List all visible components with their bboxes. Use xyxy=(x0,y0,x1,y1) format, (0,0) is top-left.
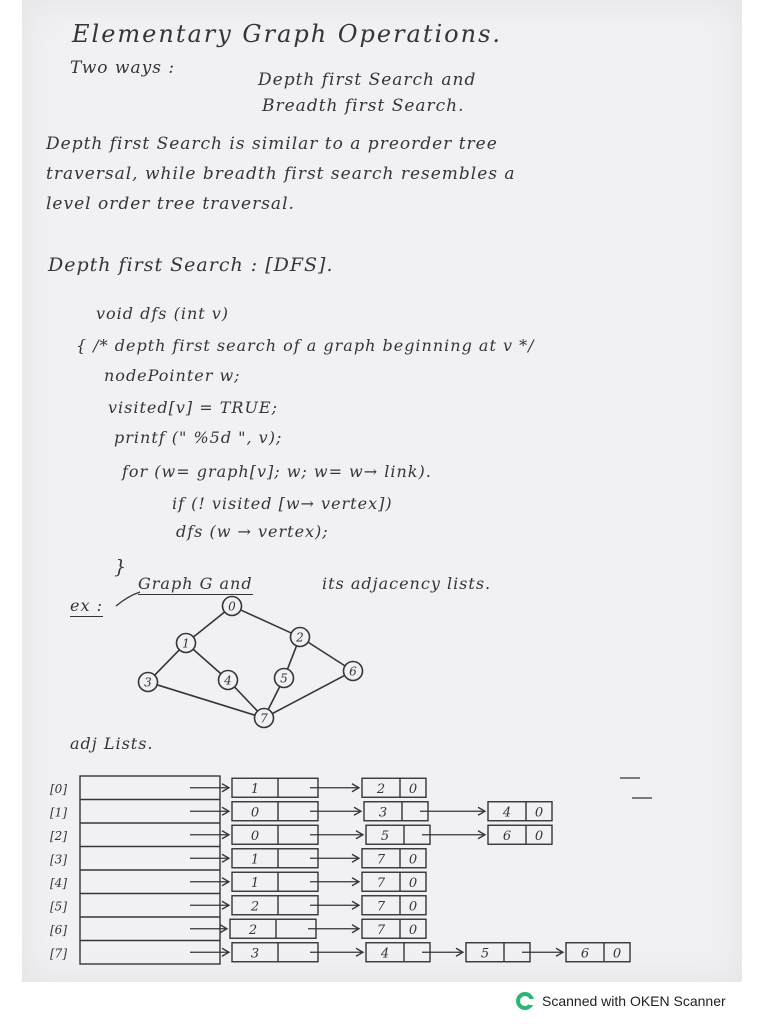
intro-line-3: level order tree traversal. xyxy=(46,194,295,214)
adj-node-value: 2 xyxy=(376,781,386,797)
adj-row-7 xyxy=(50,943,630,962)
adj-row-6 xyxy=(50,919,426,938)
adj-list-node xyxy=(232,943,318,962)
adj-node-value: 0 xyxy=(250,805,260,821)
adj-list-node xyxy=(488,802,552,821)
oken-scanner-logo-icon xyxy=(516,992,534,1010)
adj-node-value: 3 xyxy=(378,805,388,821)
code-line-8: dfs (w → vertex); xyxy=(176,522,329,541)
adj-row-1 xyxy=(50,802,552,821)
adj-list-node xyxy=(232,802,318,821)
adj-null-link: 0 xyxy=(534,828,544,844)
adj-node-value: 0 xyxy=(250,828,260,844)
adj-node-value: 5 xyxy=(480,946,490,962)
code-line-2: { /* depth first search of a graph beginning at v */ xyxy=(76,336,535,355)
adj-node-value: 7 xyxy=(376,922,386,938)
footer-text: Scanned with OKEN Scanner xyxy=(542,993,726,1009)
adj-null-link: 0 xyxy=(408,781,418,797)
adj-node-value: 1 xyxy=(250,852,260,868)
adj-list-node xyxy=(362,896,426,915)
adj-row-5 xyxy=(50,896,426,915)
adj-row-0 xyxy=(50,778,426,797)
adj-node-value: 6 xyxy=(580,946,590,962)
adj-row-index: [4] xyxy=(50,875,67,890)
adj-node-value: 5 xyxy=(380,828,390,844)
graph-node-label: 6 xyxy=(349,664,357,679)
adj-null-link: 0 xyxy=(534,805,544,821)
adj-list-node xyxy=(364,802,428,821)
adj-list-node xyxy=(232,896,318,915)
intro-line-1: Depth first Search is similar to a preorder tree xyxy=(46,134,498,154)
graph-node-label: 2 xyxy=(296,630,304,645)
adj-null-link: 0 xyxy=(612,946,622,962)
adj-row-3 xyxy=(50,849,426,868)
adj-null-link: 0 xyxy=(408,852,418,868)
adj-node-value: 4 xyxy=(502,805,512,821)
adj-node-value: 7 xyxy=(376,875,386,891)
adj-list-node xyxy=(366,943,430,962)
scanner-footer xyxy=(516,990,726,1012)
adj-row-index: [2] xyxy=(50,828,67,843)
code-line-9: } xyxy=(114,556,128,578)
adj-list-node xyxy=(466,943,530,962)
adj-row-index: [7] xyxy=(50,946,67,961)
code-line-5: printf (" %5d ", v); xyxy=(114,428,283,447)
adj-list-node xyxy=(362,872,426,891)
adj-row-index: [0] xyxy=(50,781,67,796)
adj-null-link: 0 xyxy=(408,875,418,891)
ways-line-2: Breadth first Search. xyxy=(262,96,465,116)
adj-row-2 xyxy=(50,825,552,844)
graph-node-label: 5 xyxy=(280,671,288,686)
adj-node-value: 4 xyxy=(380,946,390,962)
intro-line-2: traversal, while breadth first search resembles a xyxy=(46,164,516,184)
adj-list-node xyxy=(362,849,426,868)
dfs-heading: Depth first Search : [DFS]. xyxy=(48,254,334,276)
ways-prefix: Two ways : xyxy=(70,58,176,78)
adj-node-value: 7 xyxy=(376,852,386,868)
adj-node-value: 3 xyxy=(250,946,260,962)
adj-node-value: 7 xyxy=(376,899,386,915)
adj-lists-title: adj Lists. xyxy=(70,734,154,753)
adj-list-node xyxy=(232,778,318,797)
adj-node-value: 6 xyxy=(502,828,512,844)
adj-node-value: 1 xyxy=(250,781,260,797)
adj-list-node xyxy=(232,872,318,891)
graph-node-label: 7 xyxy=(260,711,268,726)
adj-list-node xyxy=(362,919,426,938)
code-line-3: nodePointer w; xyxy=(104,366,241,385)
adj-row-index: [3] xyxy=(50,852,67,867)
example-label: ex : xyxy=(70,596,103,615)
code-line-7: if (! visited [w→ vertex]) xyxy=(172,494,393,513)
adj-null-link: 0 xyxy=(408,922,418,938)
code-line-4: visited[v] = TRUE; xyxy=(108,398,278,417)
adj-row-4 xyxy=(50,872,426,891)
adj-list-node xyxy=(366,825,430,844)
code-line-6: for (w= graph[v]; w; w= w→ link). xyxy=(122,462,432,481)
adj-list-node xyxy=(566,943,630,962)
adj-list-node xyxy=(362,778,426,797)
adj-list-node xyxy=(488,825,552,844)
adj-null-link: 0 xyxy=(408,899,418,915)
adj-row-index: [6] xyxy=(50,922,67,937)
adj-node-value: 2 xyxy=(248,922,258,938)
adj-list-node xyxy=(232,825,318,844)
example-caption-a: Graph G and xyxy=(138,574,253,593)
page-title: Elementary Graph Operations. xyxy=(72,20,503,48)
adj-list-node xyxy=(230,919,316,938)
graph-node-label: 0 xyxy=(228,599,236,614)
graph-node-label: 1 xyxy=(182,636,190,651)
adj-node-value: 1 xyxy=(250,875,260,891)
adj-node-value: 2 xyxy=(250,899,260,915)
code-line-1: void dfs (int v) xyxy=(96,304,230,323)
ways-line-1: Depth first Search and xyxy=(258,70,477,90)
graph-node-label: 3 xyxy=(144,675,152,690)
example-caption-b: its adjacency lists. xyxy=(322,574,492,593)
adj-row-index: [5] xyxy=(50,899,67,914)
graph-node-label: 4 xyxy=(224,673,232,688)
adj-row-index: [1] xyxy=(50,805,67,820)
adj-list-node xyxy=(232,849,318,868)
